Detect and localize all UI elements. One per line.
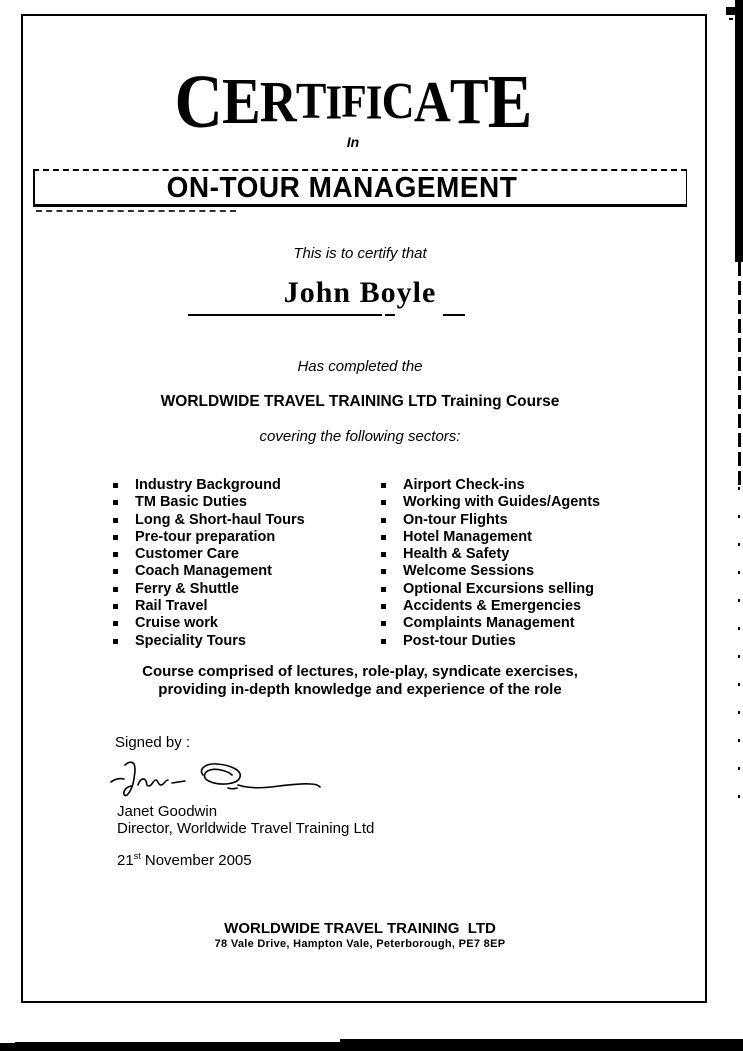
square-bullet-icon <box>381 569 386 574</box>
title-letter: C <box>174 60 222 144</box>
signature-date <box>117 851 252 869</box>
scan-artifact-bottom-smear <box>0 1043 743 1051</box>
sector-label: Rail Travel <box>135 598 208 615</box>
list-item <box>113 563 378 580</box>
sector-label: Coach Management <box>135 563 272 580</box>
date-day: 21 <box>117 852 134 869</box>
sector-label: Welcome Sessions <box>403 563 535 580</box>
sector-label: On-tour Flights <box>403 511 508 528</box>
square-bullet-icon <box>113 639 118 644</box>
recipient-underline <box>188 314 382 316</box>
signed-by-label: Signed by : <box>115 734 191 751</box>
completed-text: Has completed the <box>297 358 423 375</box>
scan-artifact-right-dots <box>738 487 740 817</box>
signatory-name: Janet Goodwin <box>117 803 218 820</box>
square-bullet-icon <box>381 604 386 609</box>
sector-label: Airport Check-ins <box>403 477 525 493</box>
footer-company-name: WORLDWIDE TRAVEL TRAINING LTD <box>224 920 496 937</box>
scan-artifact-bottom-smear <box>15 1042 345 1044</box>
sector-label: Cruise work <box>135 615 218 632</box>
square-bullet-icon <box>381 500 386 505</box>
title-letter: A <box>413 69 450 134</box>
title-letter: E <box>221 65 260 138</box>
provider-text: WORLDWIDE TRAVEL TRAINING LTD Training Course <box>160 393 560 410</box>
square-bullet-icon <box>113 500 118 505</box>
sector-label: Complaints Management <box>403 615 575 632</box>
sector-list-right <box>381 477 671 650</box>
course-summary-line2: providing in-depth knowledge and experience of the role <box>158 680 562 698</box>
title-letter: I <box>365 74 382 130</box>
sector-list-left <box>113 477 378 650</box>
sector-label: Long & Short-haul Tours <box>135 511 305 528</box>
list-item <box>113 598 378 615</box>
scan-artifact-bottom-smear <box>340 1039 743 1043</box>
square-bullet-icon <box>381 621 386 626</box>
list-item <box>381 563 671 580</box>
sector-label: TM Basic Duties <box>135 494 247 511</box>
scan-artifact-corner-dot <box>729 18 733 20</box>
list-item <box>113 546 378 563</box>
square-bullet-icon <box>381 639 386 644</box>
sector-label: Customer Care <box>135 546 239 563</box>
course-title-box <box>33 169 687 207</box>
list-item <box>113 615 378 632</box>
list-item <box>381 615 671 632</box>
date-ordinal: st <box>133 851 141 861</box>
square-bullet-icon <box>381 483 386 488</box>
sector-label: Accidents & Emergencies <box>403 598 582 615</box>
title-letter: T <box>449 65 488 138</box>
square-bullet-icon <box>113 518 118 523</box>
square-bullet-icon <box>113 569 118 574</box>
list-item <box>381 546 671 563</box>
course-title: ON-TOUR MANAGEMENT <box>166 171 518 203</box>
scan-artifact-corner-mark <box>726 7 735 15</box>
sector-label: Working with Guides/Agents <box>403 494 601 511</box>
list-item <box>381 512 671 529</box>
list-item <box>113 529 378 546</box>
recipient-underline-dash <box>385 314 395 316</box>
square-bullet-icon <box>113 604 118 609</box>
sector-label: Health & Safety <box>403 546 510 563</box>
list-item <box>113 477 378 494</box>
scan-artifact-right-line <box>738 262 741 487</box>
date-rest: November 2005 <box>140 852 252 869</box>
sector-label: Optional Excursions selling <box>403 580 594 597</box>
title-subtitle: In <box>346 134 360 150</box>
title-letter: E <box>487 60 532 144</box>
square-bullet-icon <box>381 535 386 540</box>
square-bullet-icon <box>113 621 118 626</box>
sector-label: Ferry & Shuttle <box>135 580 239 597</box>
sector-label: Pre-tour preparation <box>135 528 276 545</box>
square-bullet-icon <box>381 587 386 592</box>
square-bullet-icon <box>113 587 118 592</box>
course-summary <box>30 663 690 698</box>
square-bullet-icon <box>381 518 386 523</box>
certify-lead-text: This is to certify that <box>293 245 427 262</box>
list-item <box>113 512 378 529</box>
recipient-underline-dash <box>443 314 465 316</box>
list-item <box>381 529 671 546</box>
signature-image <box>108 758 323 806</box>
list-item <box>381 494 671 511</box>
title-letter: I <box>325 74 342 130</box>
title-letter: F <box>341 75 366 128</box>
square-bullet-icon <box>113 483 118 488</box>
recipient-name: John Boyle <box>283 276 437 309</box>
list-item <box>381 633 671 650</box>
title-letter: T <box>295 73 326 130</box>
list-item <box>381 477 671 494</box>
title-letter: C <box>381 73 414 130</box>
signatory-role: Director, Worldwide Travel Training Ltd <box>117 820 375 837</box>
list-item <box>113 494 378 511</box>
course-summary-line1: Course comprised of lectures, role-play, syndicate exercises, <box>142 663 578 680</box>
sector-label: Post-tour Duties <box>403 632 516 649</box>
title-letter: R <box>259 69 296 134</box>
sector-label: Speciality Tours <box>135 632 246 649</box>
square-bullet-icon <box>113 552 118 557</box>
sector-label: Industry Background <box>135 477 281 493</box>
covering-text: covering the following sectors: <box>259 428 461 445</box>
footer-company-address: 78 Vale Drive, Hampton Vale, Peterborough, PE7 8EP <box>214 938 506 950</box>
scan-artifact-banner-dash <box>36 210 236 212</box>
sector-label: Hotel Management <box>403 528 532 545</box>
list-item <box>113 633 378 650</box>
list-item <box>113 581 378 598</box>
list-item <box>381 581 671 598</box>
square-bullet-icon <box>113 535 118 540</box>
square-bullet-icon <box>381 552 386 557</box>
list-item <box>381 598 671 615</box>
scan-artifact-right-bar <box>735 0 743 262</box>
